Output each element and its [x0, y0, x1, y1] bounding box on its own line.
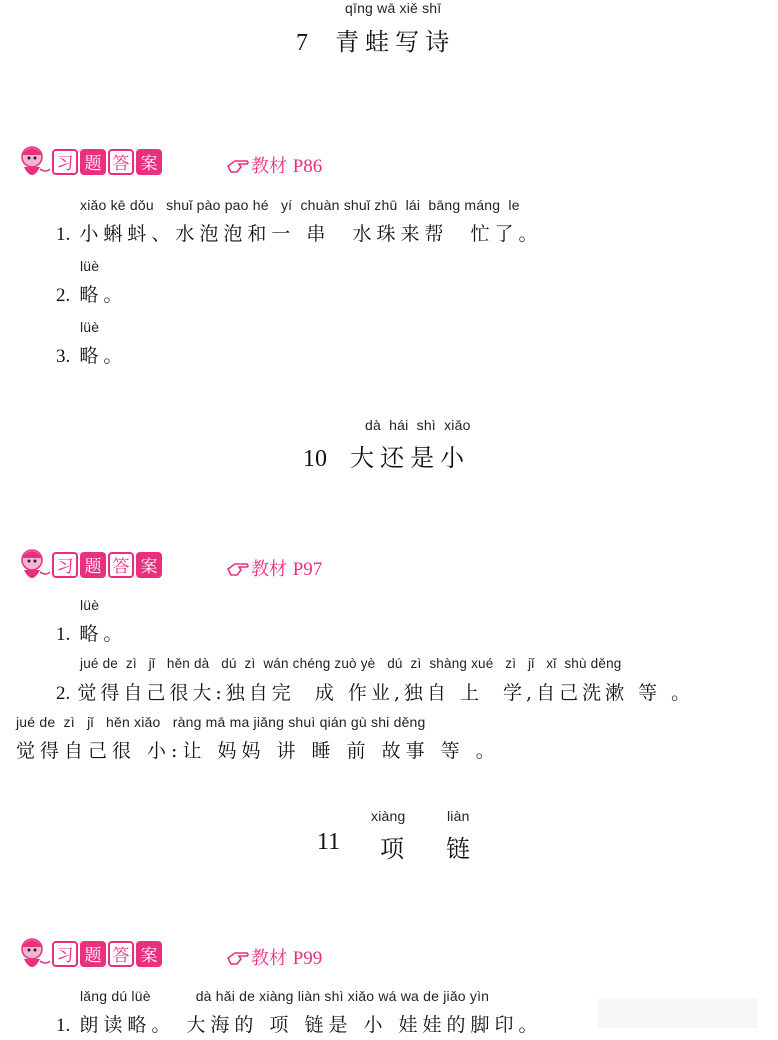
answer-badges — [52, 149, 162, 175]
girl-mascot-icon — [14, 143, 54, 183]
answer-line — [56, 341, 127, 368]
answer-number: 2. — [56, 285, 71, 306]
badge-char: 答 — [108, 552, 134, 578]
answer-text: 朗读略。 大海的 项 链是 小 娃娃的脚印。 — [79, 1014, 543, 1036]
answer-text: 觉得自己很大:独自完 成 作业,独自 上 学,自己洗漱 等 。 — [77, 682, 695, 704]
answer-line — [56, 678, 694, 705]
answer-banner — [14, 546, 174, 586]
badge-char: 题 — [80, 941, 106, 967]
badge-char: 案 — [136, 149, 162, 175]
answer-number: 1. — [56, 1015, 71, 1036]
badge-char: 习 — [52, 941, 78, 967]
watermark-area — [598, 998, 758, 1028]
lesson-title — [296, 22, 455, 57]
answer-number: 3. — [56, 346, 71, 367]
textbook-label: 教材 — [251, 948, 287, 969]
answer-number: 1. — [56, 624, 71, 645]
textbook-reference — [227, 944, 322, 970]
answer-banner — [14, 143, 174, 183]
lesson-title-char: 项 — [380, 835, 410, 863]
answer-text: 略。 — [79, 345, 128, 367]
answer-badges — [52, 941, 162, 967]
lesson-number: 7 — [296, 30, 308, 56]
badge-char: 案 — [136, 941, 162, 967]
badge-char: 题 — [80, 552, 106, 578]
title-pinyin: xiàng — [371, 808, 406, 824]
badge-char: 习 — [52, 552, 78, 578]
title-pinyin: qīng wā xiě shī — [345, 0, 442, 16]
lesson-number: 11 — [317, 829, 341, 855]
lesson-title-text: 大还是小 — [350, 444, 471, 472]
badge-char: 答 — [108, 941, 134, 967]
answer-line — [56, 219, 543, 246]
answer-line — [56, 619, 127, 646]
pointing-hand-icon — [227, 158, 249, 174]
girl-mascot-icon — [14, 935, 54, 975]
lesson-title-text: 青蛙写诗 — [335, 28, 456, 56]
badge-char: 案 — [136, 552, 162, 578]
textbook-page: P99 — [292, 948, 323, 969]
answer-line — [56, 280, 127, 307]
title-pinyin: liàn — [447, 808, 470, 824]
answer-pinyin: lüè — [80, 258, 100, 274]
answer-line — [56, 1010, 543, 1037]
lesson-title — [303, 438, 470, 473]
answer-number: 2. — [56, 683, 71, 704]
answer-banner — [14, 935, 174, 975]
pointing-hand-icon — [227, 561, 249, 577]
textbook-reference — [227, 152, 322, 178]
answer-number: 1. — [56, 224, 71, 245]
answer-text: 小蝌蚪、水泡泡和一 串 水珠来帮 忙了。 — [79, 223, 543, 245]
lesson-title — [317, 829, 340, 856]
badge-char: 答 — [108, 149, 134, 175]
lesson-title-char: 链 — [446, 835, 476, 863]
answer-pinyin: lüè — [80, 597, 100, 613]
answer-text: 略。 — [79, 284, 128, 306]
textbook-page: P86 — [292, 156, 323, 177]
answer-pinyin: jué de zì jǐ hěn xiǎo ràng mā ma jiǎng shuì qián gù shi děng — [16, 714, 426, 730]
girl-mascot-icon — [14, 546, 54, 586]
answer-text: 略。 — [79, 623, 128, 645]
answer-badges — [52, 552, 162, 578]
title-pinyin: dà hái shì xiǎo — [365, 417, 471, 433]
answer-text: 觉得自己很 小:让 妈妈 讲 睡 前 故事 等 。 — [16, 740, 500, 762]
textbook-label: 教材 — [251, 559, 287, 580]
lesson-number: 10 — [303, 446, 327, 472]
answer-pinyin: xiǎo kē dǒu shuǐ pào pao hé yí chuàn shuǐ zhū lái bāng máng le — [80, 197, 520, 213]
answer-pinyin: lüè — [80, 319, 100, 335]
badge-char: 题 — [80, 149, 106, 175]
pointing-hand-icon — [227, 950, 249, 966]
answer-line — [16, 736, 500, 763]
textbook-reference — [227, 555, 322, 581]
answer-pinyin: jué de zì jǐ hěn dà dú zì wán chéng zuò yè dú zì shàng xué zì jǐ xǐ shù děng — [80, 656, 622, 671]
textbook-label: 教材 — [251, 156, 287, 177]
badge-char: 习 — [52, 149, 78, 175]
answer-pinyin: lǎng dú lüè dà hǎi de xiàng liàn shì xiǎo wá wa de jiǎo yìn — [80, 988, 490, 1004]
textbook-page: P97 — [292, 559, 323, 580]
